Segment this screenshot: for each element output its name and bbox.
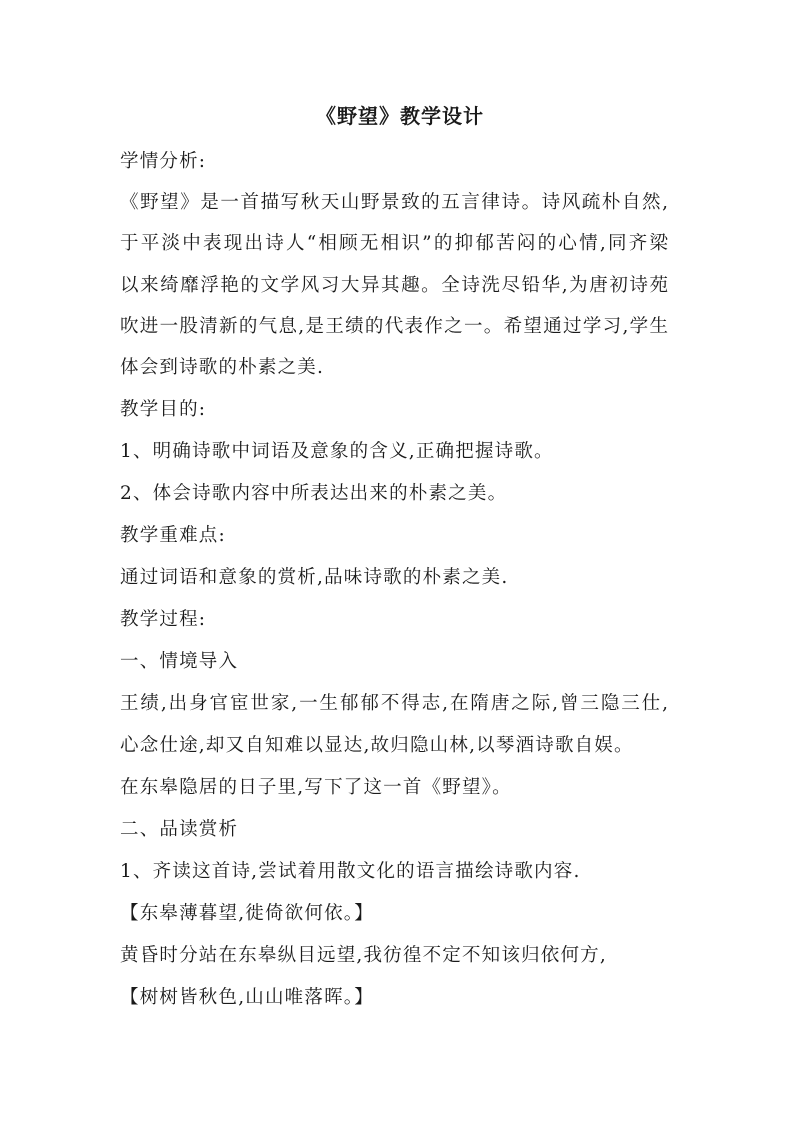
paragraph-line: 《野望》是一首描写秋天山野景致的五言律诗。诗风疏朴自然, bbox=[120, 192, 668, 213]
paragraph-line: 吹进一股清新的气息,是王绩的代表作之一。希望通过学习,学生 bbox=[120, 316, 668, 337]
paragraph-line: 体会到诗歌的朴素之美. bbox=[120, 357, 325, 378]
paragraph-line: 王绩,出身官宦世家,一生郁郁不得志,在隋唐之际,曾三隐三仕, bbox=[120, 693, 668, 714]
paragraph-line: 黄昏时分站在东皋纵目远望,我彷徨不定不知该归依何方, bbox=[120, 945, 607, 966]
list-item: 2、体会诗歌内容中所表达出来的朴素之美。 bbox=[120, 483, 508, 504]
list-item: 1、明确诗歌中词语及意象的含义,正确把握诗歌。 bbox=[120, 441, 554, 462]
heading-teaching-process: 教学过程: bbox=[120, 609, 207, 630]
list-item: 1、齐读这首诗,尝试着用散文化的语言描绘诗歌内容. bbox=[120, 861, 581, 882]
section-heading: 二、品读赏析 bbox=[120, 819, 239, 840]
poem-line: 【东皋薄暮望,徙倚欲何依。】 bbox=[120, 903, 374, 924]
heading-key-points: 教学重难点: bbox=[120, 525, 226, 546]
paragraph-line: 以来绮靡浮艳的文学风习大异其趣。全诗洗尽铅华,为唐初诗苑 bbox=[120, 275, 668, 296]
document-title: 《野望》教学设计 bbox=[316, 104, 484, 128]
section-heading: 一、情境导入 bbox=[120, 651, 239, 672]
paragraph-line: 通过词语和意象的赏析,品味诗歌的朴素之美. bbox=[120, 567, 509, 588]
heading-teaching-goals: 教学目的: bbox=[120, 399, 207, 420]
poem-line: 【树树皆秋色,山山唯落晖。】 bbox=[120, 987, 374, 1008]
paragraph-line: 在东皋隐居的日子里,写下了这一首《野望》。 bbox=[120, 777, 512, 798]
heading-student-analysis: 学情分析: bbox=[120, 151, 207, 172]
paragraph-line: 心念仕途,却又自知难以显达,故归隐山林,以琴酒诗歌自娱。 bbox=[120, 735, 634, 756]
paragraph-line: 于平淡中表现出诗人“相顾无相识”的抑郁苦闷的心情,同齐梁 bbox=[120, 233, 668, 254]
